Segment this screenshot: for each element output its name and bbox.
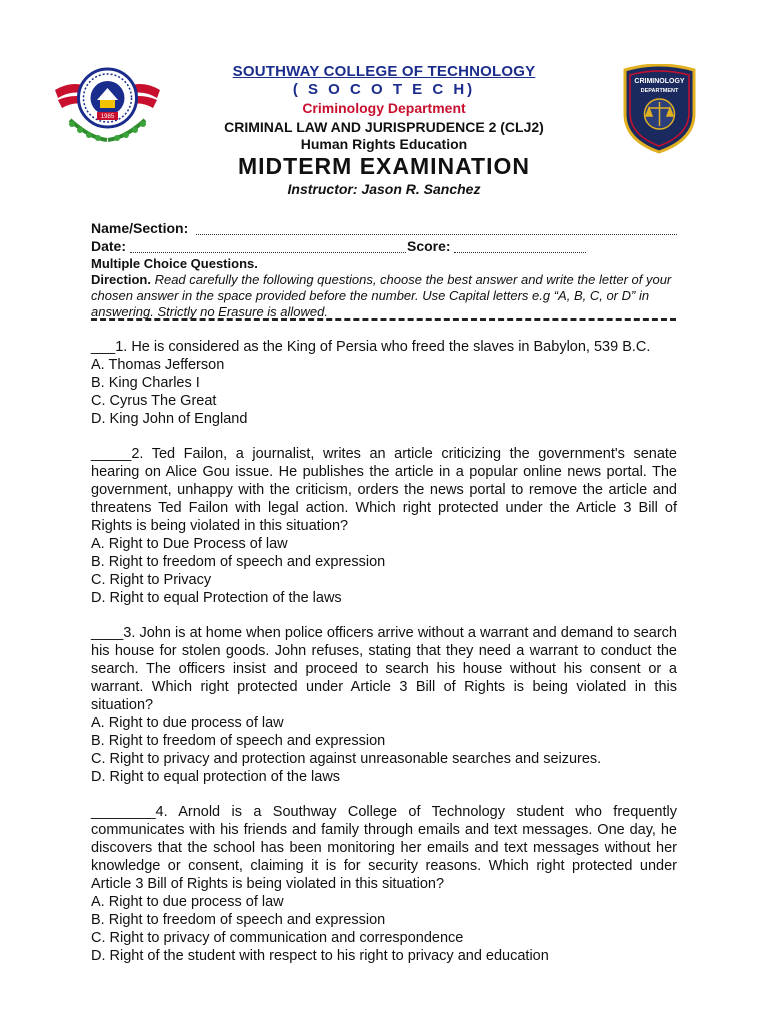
choice-c: C. Cyrus The Great [91, 393, 217, 409]
question-stem [91, 445, 677, 535]
school-logo [50, 60, 165, 145]
answer-blank[interactable]: ____ [91, 625, 124, 641]
school-name: SOUTHWAY COLLEGE OF TECHNOLOGY [232, 63, 536, 80]
direction-paragraph [91, 272, 681, 320]
choice-b: B. Right to freedom of speech and expression [91, 733, 386, 749]
logo-year: 1985 [100, 114, 115, 120]
score-field[interactable] [454, 252, 586, 253]
subject-title: Human Rights Education [300, 136, 468, 152]
choice-a: A. Right to Due Process of law [91, 536, 288, 552]
question-list [91, 338, 677, 982]
answer-blank[interactable]: _____ [91, 446, 132, 462]
name-section-label: Name/Section: [91, 220, 189, 236]
choice-d: D. Right to equal Protection of the laws [91, 590, 342, 606]
answer-blank[interactable]: ________ [91, 804, 156, 820]
direction-text: Read carefully the following questions, choose the best answer and write the letter of your chosen answer in the space provided before the number. Use Capital letters e.g “A, B, C, or D” in answering. Strictly no Erasure is allowed. [91, 272, 672, 319]
school-abbreviation: ( S O C O T E C H) [292, 81, 476, 98]
question-stem [91, 338, 677, 356]
date-label: Date: [91, 238, 127, 254]
instructor-name: Instructor: Jason R. Sanchez [287, 181, 481, 197]
answer-blank[interactable]: ___ [91, 339, 116, 355]
department-name: Criminology Department [302, 100, 466, 116]
logo-criminology-text: CRIMINOLOGY [634, 78, 685, 85]
choice-a: A. Right to due process of law [91, 715, 284, 731]
question-text: 3. John is at home when police officers arrive without a warrant and demand to search his house for stolen goods. John refuses, stating that they need a warrant to conduct the search. The officers insist and proceed to search his house without his consent or a warrant. Which right protected under Article 3 Bill of Rights is being violated in this situation? [91, 625, 677, 713]
question-text: 4. Arnold is a Southway College of Technology student who frequently communicates with his friends and family through emails and text messages. One day, he discovers that the school has been monitoring her emails and text messages without her knowledge or consent, claiming it is for security reasons. Which right protected under Article 3 Bill of Rights is being violated in this situation? [91, 804, 677, 892]
choice-d: D. Right to equal protection of the laws [91, 769, 341, 785]
choice-a: A. Right to due process of law [91, 894, 284, 910]
logo-department-text: DEPARTMENT [640, 88, 679, 94]
direction-label: Direction. [91, 272, 151, 287]
choice-c: C. Right to privacy and protection against unreasonable searches and seizures. [91, 751, 602, 767]
choice-c: C. Right to privacy of communication and correspondence [91, 930, 464, 946]
date-field[interactable] [130, 252, 406, 253]
question-stem [91, 803, 677, 893]
question-text: 2. Ted Failon, a journalist, writes an article criticizing the government's senate hearing on Alice Gou issue. He publishes the article in a popular online news portal. The government, unhappy with the criticism, orders the news portal to remove the article and threatens Ted Failon with legal action. Which right protected under the Article 3 Bill of Rights is being violated in this situation? [91, 446, 677, 534]
choice-b: B. Right to freedom of speech and expression [91, 912, 386, 928]
question-stem [91, 624, 677, 714]
exam-title: MIDTERM EXAMINATION [237, 153, 530, 179]
section-divider [91, 318, 676, 321]
choice-b: B. Right to freedom of speech and expression [91, 554, 386, 570]
question-3 [91, 624, 677, 786]
choice-c: C. Right to Privacy [91, 572, 212, 588]
question-2 [91, 445, 677, 607]
question-1 [91, 338, 677, 428]
question-4 [91, 803, 677, 965]
section-title: Multiple Choice Questions. [91, 256, 258, 271]
choice-d: D. Right of the student with respect to his right to privacy and education [91, 948, 549, 964]
department-logo [622, 64, 697, 154]
question-text: 1. He is considered as the King of Persia who freed the slaves in Babylon, 539 B.C. [115, 339, 651, 355]
choice-d: D. King John of England [91, 411, 248, 427]
choice-b: B. King Charles I [91, 375, 200, 391]
score-label: Score: [407, 238, 451, 254]
course-title: CRIMINAL LAW AND JURISPRUDENCE 2 (CLJ2) [224, 119, 544, 135]
choice-a: A. Thomas Jefferson [91, 357, 225, 373]
name-section-field[interactable] [196, 234, 677, 235]
